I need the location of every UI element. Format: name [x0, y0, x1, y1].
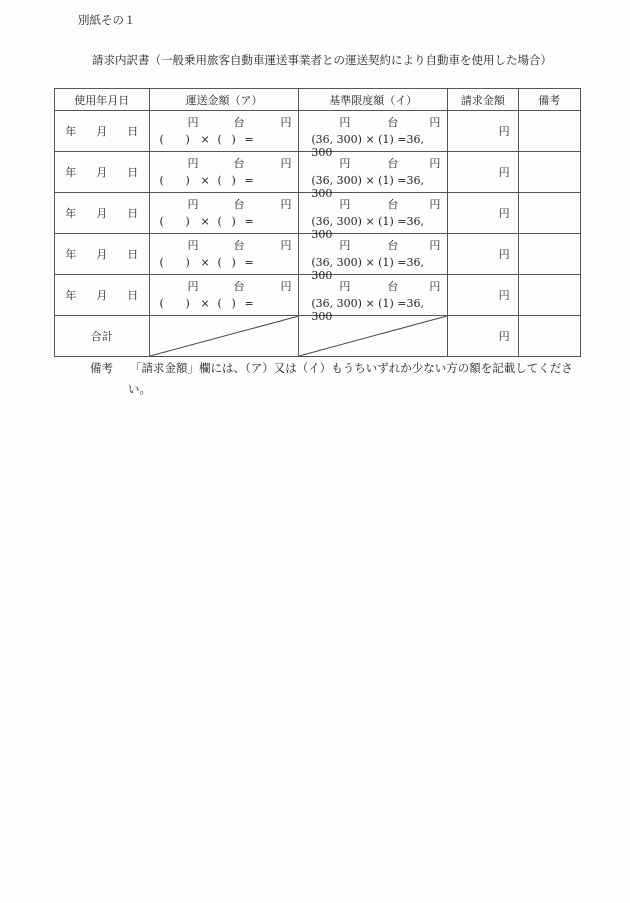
month-label: 月 — [96, 207, 108, 220]
yen-unit: 円 — [280, 157, 292, 170]
yen-unit: 円 — [429, 116, 441, 129]
fare-amount-cell[interactable]: 円 台 円 ( ) × ( ) = — [149, 234, 299, 275]
year-label: 年 — [65, 289, 77, 302]
year-label: 年 — [65, 207, 77, 220]
yen-unit: 円 — [280, 198, 292, 211]
header-claim-amount: 請求金額 — [448, 89, 518, 111]
table-row — [55, 275, 581, 316]
standard-limit-cell — [299, 111, 448, 159]
yen-unit: 円 — [187, 157, 199, 170]
table-row — [55, 193, 581, 234]
day-label: 日 — [127, 289, 139, 302]
yen-unit: 円 — [429, 280, 441, 293]
usage-date-cell[interactable] — [55, 234, 150, 275]
row-remarks-cell[interactable] — [518, 275, 580, 316]
vehicle-unit: 台 — [233, 280, 245, 293]
usage-date-cell[interactable] — [55, 152, 150, 193]
table-row — [55, 234, 581, 275]
day-label: 日 — [127, 248, 139, 261]
diagonal-strike-icon — [299, 316, 447, 356]
fare-amount-cell[interactable]: 円 台 円 ( ) × ( ) = — [149, 275, 299, 316]
yen-unit: 円 — [339, 280, 351, 293]
row-remarks-cell[interactable] — [518, 234, 580, 275]
claim-amount-cell[interactable]: 円 — [448, 111, 518, 152]
fare-total-crossed-cell — [149, 316, 299, 357]
usage-date-cell[interactable] — [55, 193, 150, 234]
vehicle-unit: 台 — [387, 239, 399, 252]
year-label: 年 — [65, 166, 77, 179]
diagonal-strike-icon — [150, 316, 299, 356]
claim-amount-cell[interactable]: 円 — [448, 152, 518, 193]
yen-unit: 円 — [339, 116, 351, 129]
limit-formula: (36, 300) × (1) =36, 300 — [311, 215, 424, 241]
header-row — [55, 89, 581, 111]
header-usage-date: 使用年月日 — [55, 89, 150, 111]
day-label: 日 — [127, 166, 139, 179]
vehicle-unit: 台 — [233, 116, 245, 129]
yen-unit: 円 — [339, 157, 351, 170]
total-remarks-cell[interactable] — [518, 316, 580, 357]
vehicle-unit: 台 — [387, 157, 399, 170]
month-label: 月 — [96, 289, 108, 302]
usage-date-cell[interactable] — [55, 111, 150, 152]
remarks-note — [90, 360, 573, 376]
yen-unit: 円 — [339, 198, 351, 211]
year-label: 年 — [65, 248, 77, 261]
vehicle-unit: 台 — [387, 280, 399, 293]
table-row — [55, 152, 581, 193]
limit-formula: (36, 300) × (1) =36, 300 — [311, 297, 424, 323]
remarks-text: 「請求金額」欄には、（ア）又は（イ）もうちいずれか少ない方の額を記載してくださ — [130, 361, 573, 375]
yen-unit: 円 — [187, 116, 199, 129]
claim-amount-cell[interactable]: 円 — [448, 234, 518, 275]
yen-unit: 円 — [280, 116, 292, 129]
yen-unit: 円 — [187, 239, 199, 252]
row-remarks-cell[interactable] — [518, 152, 580, 193]
yen-unit: 円 — [187, 198, 199, 211]
usage-date-cell[interactable] — [55, 275, 150, 316]
total-claim-cell[interactable]: 円 — [448, 316, 518, 357]
vehicle-unit: 台 — [233, 157, 245, 170]
limit-formula: (36, 300) × (1) =36, 300 — [311, 133, 424, 159]
day-label: 日 — [127, 207, 139, 220]
limit-total-crossed-cell — [299, 316, 448, 357]
total-label: 合計 — [55, 316, 150, 357]
header-standard-limit: 基準限度額（イ） — [299, 89, 448, 111]
vehicle-unit: 台 — [233, 239, 245, 252]
standard-limit-cell — [299, 275, 448, 323]
claim-breakdown-table — [54, 88, 581, 357]
fare-amount-cell[interactable]: 円 台 円 ( ) × ( ) = — [149, 193, 299, 234]
vehicle-unit: 台 — [233, 198, 245, 211]
day-label: 日 — [127, 125, 139, 138]
yen-unit: 円 — [280, 239, 292, 252]
yen-unit: 円 — [280, 280, 292, 293]
fare-amount-cell[interactable]: 円 台 円 ( ) × ( ) = — [149, 111, 299, 152]
row-remarks-cell[interactable] — [518, 111, 580, 152]
vehicle-unit: 台 — [387, 198, 399, 211]
header-remarks: 備考 — [518, 89, 580, 111]
yen-unit: 円 — [187, 280, 199, 293]
standard-limit-cell — [299, 193, 448, 241]
remarks-label: 備考 — [90, 361, 113, 375]
document-title: 請求内訳書（一般乗用旅客自動車運送事業者との運送契約により自動車を使用した場合） — [92, 53, 552, 67]
fare-amount-cell[interactable]: 円 台 円 ( ) × ( ) = — [149, 152, 299, 193]
header-fare-amount: 運送金額（ア） — [149, 89, 299, 111]
month-label: 月 — [96, 166, 108, 179]
standard-limit-cell — [299, 234, 448, 282]
row-remarks-cell[interactable] — [518, 193, 580, 234]
total-row — [55, 316, 581, 357]
table-row — [55, 111, 581, 152]
limit-formula: (36, 300) × (1) =36, 300 — [311, 256, 424, 282]
yen-unit: 円 — [429, 239, 441, 252]
remarks-text-continued: い。 — [128, 382, 151, 396]
limit-formula: (36, 300) × (1) =36, 300 — [311, 174, 424, 200]
claim-amount-cell[interactable]: 円 — [448, 193, 518, 234]
year-label: 年 — [65, 125, 77, 138]
claim-amount-cell[interactable]: 円 — [448, 275, 518, 316]
vehicle-unit: 台 — [387, 116, 399, 129]
document-label: 別紙その１ — [78, 13, 136, 27]
month-label: 月 — [96, 248, 108, 261]
yen-unit: 円 — [429, 198, 441, 211]
month-label: 月 — [96, 125, 108, 138]
yen-unit: 円 — [339, 239, 351, 252]
standard-limit-cell — [299, 152, 448, 200]
yen-unit: 円 — [429, 157, 441, 170]
